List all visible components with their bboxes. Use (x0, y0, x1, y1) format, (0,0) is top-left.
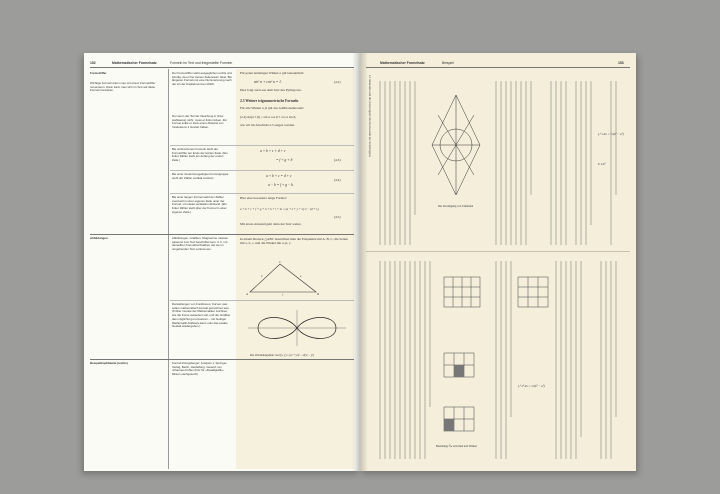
column-divider (168, 69, 169, 469)
rotated-top-title: 12 Abstrakte und die Konvergenz des Konvexität der Kreisbogens (368, 75, 372, 157)
lemniscate-caption: Die Verbindungslinie von f(x, y) = (x² + y²)² − a²(x² − y²) (250, 354, 314, 357)
eq-number-3: (4.3) (334, 158, 341, 162)
block-3-formula-b: a − b = f + g − h. (268, 183, 294, 187)
math-text-2: Dies folgt auch aus dem Satz des Pythagoras. (240, 88, 302, 92)
triangle-text: In einem Dreieck △ABC bezeichnet man die Eckpunkte mit A, B, C, die Seiten mit a, b, c, und die Winkel mit α, β, γ. (240, 237, 348, 246)
formula-int-a: ∫ₐᵇ x dx = ½(b² − a²) (598, 132, 624, 136)
formula-sum: Σ 1/k² (598, 162, 606, 166)
math-text-4: wie wir im Abschnitt 2.5 zeigen werden. (240, 123, 295, 127)
function-plot-text: Darstellungen von Funktionen, Kurven usw. sollen mathematisch korrekt gezeichnet sein. (Früher musste der Mathematiker zeichnen, wie die Kurve aussehen soll, und der Grafiker das möglichst gut umsetzen – mit heutiger Mathematik-Software kann man das exakte Gestalt wiedergeben.) (172, 302, 231, 329)
block-4-formula: a + b + c + f + g + h + k + l + m = (a + z + y + x)·2 − (d + r), (240, 207, 320, 211)
row-label-abbildungen: Abbildungen (90, 236, 108, 240)
svg-text:c: c (282, 293, 284, 296)
header-rule (90, 67, 354, 68)
svg-text:A: A (246, 292, 248, 296)
beispiel-text: Konrad Königsberger: Analysis 1, Springer-Verlag, Berlin, Heidelberg. Gesetzt von Johannes Köhler (hier für »Detaillgrafik« Minion nachgesetzt) (172, 361, 228, 377)
math-text-1: Für jeden beliebigen Winkel α gilt bekanntlich: (240, 71, 305, 75)
block-3-text: Bei einer zusammengefügten Formelgruppe steht der Zähler vertikal zentriert. (172, 172, 229, 180)
figure-caption-1: Die Vereinigung von Umläufen (438, 205, 474, 208)
block-2-text: Bei umbrochenen Formeln steht der Formelziffer am Ende der letzten Zeile. (Ein linker Zähler steht am Anfang der ersten Zeile.) (172, 147, 228, 163)
formula-1: sin² α + cos² α = 1. (254, 80, 282, 84)
abbildungen-text: Abbildungen, Grafiken, Diagramme müssen passend zum Text beschriftet sein, d. h. mit denselben Formelbuchstaben wie sie im umgebenden Text vorkommen. (172, 236, 229, 252)
math-text-3: Für alle Winkel α, β gilt das Additionstheorem: (240, 106, 304, 110)
block-4-intro: Hier eine besonders lange Formel: (240, 196, 287, 200)
left-header-subtitle: Formeln im Text und freigestellte Formeln (170, 61, 233, 65)
right-page (360, 53, 636, 471)
grid-figure-2 (444, 353, 474, 377)
block-4-text: Bei einer langen Formel steht der Zähler eventuell in einer eigenen Zeile unter der Formel, mit etwas vertikalem Abstand. (Ein linker Zähler steht über der Formel in einer eigenen Zeile.) (172, 195, 227, 214)
rotated-text-top (376, 75, 626, 247)
formelziffer-note: Wichtige Formeln kann man mit einem Formelziffer numerieren. Dann kann man sich im Text auf diese Formeln beziehen. (90, 81, 156, 93)
formelziffer-desc-2: Nur wenn der Teil der Gleichung in (bzw. wahlweise) nicht, muss er links rücken. Zur Formel sollte er stets einen Abstand von mindestens 1 Geviert haben. (172, 114, 228, 130)
svg-text:C: C (279, 260, 282, 264)
formelziffer-desc: Der Formelziffer steht ausgeglichen rechts und bündig, da er hier keinen Zeilenraum fasst. Bei längeren Formeln ist eine Nummerierung nach der Art der Kapitelnummer üblich. (172, 71, 232, 87)
polygon-circle-figure (432, 95, 480, 195)
eq-number-5: (4.5) (334, 215, 341, 219)
grid-figure-3 (444, 407, 474, 431)
left-header-title: Mathematischer Formelsatz (112, 61, 157, 65)
block-4-after: Mit etwas Abstand geht dann der Text weiter. (240, 222, 302, 226)
formula-2: (2.4) sin(α ± β) = sin α cos β ± cos α sin β, (240, 115, 297, 119)
grid-figure-1 (444, 277, 480, 307)
figure-caption-2: Beziehung ℛₙ zwischen und Winkel (436, 445, 477, 448)
eq-number-1: (4.2) (334, 80, 341, 84)
left-page (84, 53, 360, 471)
block-2-formula-b: = f + g + h (276, 158, 293, 162)
section-title: 2.3 Weitere trigonometrische Formeln (240, 99, 299, 103)
svg-text:B: B (317, 292, 319, 296)
svg-text:a: a (300, 275, 302, 278)
block-2-formula-a: a + b + c + d + e (260, 149, 286, 153)
right-header-subtitle: Beispiel (442, 61, 454, 65)
right-page-number: 153 (618, 61, 624, 65)
rotated-text-bottom (376, 257, 626, 463)
row-label-beispiel: Beispielkopfdateile (rechts) (90, 361, 128, 365)
triangle-figure (244, 258, 324, 296)
left-page-number: 152 (90, 61, 96, 65)
svg-text:b: b (261, 275, 263, 278)
book-gutter (352, 53, 368, 471)
right-header-title: Mathematischer Formelsatz (380, 61, 425, 65)
formula-int-b: ∫ₐᵇ x² dx = ⅓(b³ − a³) (518, 384, 545, 388)
lemniscate-figure (244, 308, 350, 350)
grid-figure-4 (518, 277, 548, 307)
row-label-formelziffer: Formelziffer (90, 71, 107, 75)
eq-number-4: (4.4) (334, 178, 341, 182)
block-3-formula-a: a + b + c = d + e (266, 174, 292, 178)
